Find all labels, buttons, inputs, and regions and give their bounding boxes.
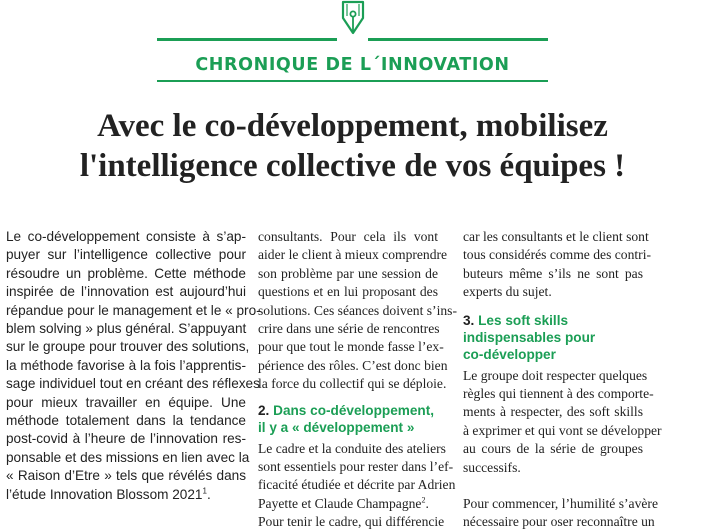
fountain-pen-nib-icon: [338, 0, 368, 36]
header-rule-left: [157, 38, 337, 41]
section-heading-2: [258, 402, 438, 419]
text-line: ficacité étudiée et décrite par Adrien: [258, 477, 456, 493]
text-line: au cours de la série de groupes: [463, 441, 643, 457]
text-line: blem solving » plus général. S’appuyant: [6, 321, 247, 337]
text-line: méthode totalement dans la tendance: [6, 413, 246, 429]
text-line: son problème par une session de: [258, 265, 438, 281]
text-line: « Raison d’Etre » tels que révélés dans: [6, 468, 246, 484]
text-line: sage individuel tout en créant des réflexes: [6, 376, 260, 392]
text-line: car les consultants et le client sont: [463, 229, 649, 244]
article-column-3: [463, 228, 662, 532]
text-line: consultants. Pour cela ils vont: [258, 229, 438, 244]
text-line: crire dans une série de rencontres: [258, 321, 440, 337]
text-line: Le co-développement consiste à s’ap-: [6, 229, 246, 244]
text-line: ponsable et des missions en lien avec la: [6, 449, 250, 465]
text-line: résoudre un problème. Cette méthode: [6, 265, 246, 281]
section-heading-3: [463, 312, 643, 329]
text-line: Pour tenir le cadre, qui différencie: [258, 514, 445, 530]
article-column-1: [6, 228, 261, 504]
page-title: [20, 106, 685, 186]
section-heading-3-cont: indispensables pour: [463, 329, 596, 345]
text-line: experts du sujet.: [463, 284, 552, 300]
title-line-1: Avec le co-développement, mobilisez: [97, 108, 608, 144]
text-line: tous considérés comme des contri-: [463, 247, 651, 263]
section-title: Les soft skills: [478, 312, 569, 328]
text-line: périence des rôles. C’est donc bien: [258, 357, 448, 373]
paragraph-gap: [463, 477, 643, 495]
text-line: sur le groupe pour trouver des solutions,: [6, 339, 250, 355]
section-label: CHRONIQUE DE L´INNOVATION: [195, 55, 510, 75]
text-line: aider le client à mieux comprendre: [258, 247, 448, 263]
section-heading-2-cont: il y a « développement »: [258, 419, 415, 435]
text-line: solutions. Ces séances doivent s’ins-: [258, 302, 457, 318]
header-rule-right: [368, 38, 548, 41]
text-line: successifs.: [463, 459, 521, 475]
text-line: pour que tout le monde fasse l’ex-: [258, 339, 444, 355]
footnote-mark: 1: [202, 486, 207, 496]
text-line: [258, 495, 438, 513]
header-rule-bottom: [157, 80, 548, 82]
text-line: inspirée de l’innovation est aujourd’hui: [6, 284, 246, 300]
footnote-mark: 2: [421, 495, 426, 505]
section-number: 2.: [258, 402, 270, 418]
section-heading-3-cont: co-développer: [463, 346, 556, 362]
text-line: puyer sur l’intelligence collective pour: [6, 247, 246, 263]
text-line: la méthode favorise à la fois l’apprentis-: [6, 357, 246, 373]
text-line: post-covid à l’heure de l’innovation res-: [6, 431, 246, 447]
text-line: ments à respecter, des soft skills: [463, 404, 643, 420]
text-fragment: l’étude Innovation Blossom 2021: [6, 486, 203, 502]
section-number: 3.: [463, 312, 475, 328]
text-fragment: .: [425, 495, 429, 511]
text-line: questions et en lui proposant des: [258, 284, 438, 300]
text-line: Le groupe doit respecter quelques: [463, 367, 648, 383]
text-line: buteurs même s’ils ne sont pas: [463, 265, 643, 281]
text-line: Le cadre et la conduite des ateliers: [258, 440, 446, 456]
title-line-2: l'intelligence collective de vos équipes !: [79, 148, 626, 184]
article-column-2: [258, 228, 457, 532]
text-line: sont essentiels pour rester dans l’ef-: [258, 459, 454, 475]
text-line: Pour commencer, l’humilité s’avère: [463, 496, 658, 512]
text-line: [6, 486, 246, 504]
text-fragment: .: [206, 486, 211, 502]
text-line: pour mieux travailler en équipe. Une: [6, 394, 246, 410]
text-fragment: Payette et Claude Champagne: [258, 495, 422, 511]
text-line: nécessaire pour oser reconnaître un: [463, 514, 655, 530]
text-line: à exprimer et qui vont se développer: [463, 422, 662, 438]
text-line: répandue pour le management et le « pro-: [6, 302, 261, 318]
text-line: la force du collectif qui se déploie.: [258, 376, 447, 392]
section-title: Dans co-développement,: [273, 402, 435, 418]
text-line: règles qui tiennent à des comporte-: [463, 386, 654, 402]
